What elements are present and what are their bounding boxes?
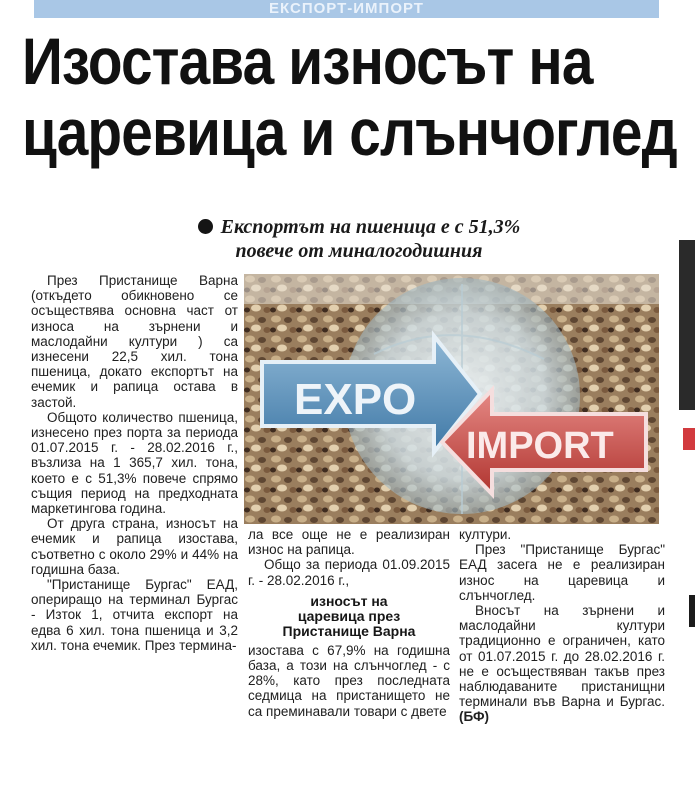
article-column-2 bbox=[248, 527, 450, 719]
paragraph: През Пристанище Варна (откъдето обикновено се осъществява основна част от износа на зърнени и маслодайни култури ) са изнесени 22,5 хил. тона пшеница, докато експортът на ечемик и рапица остава в застой. bbox=[31, 273, 238, 410]
grain-background-illustration bbox=[244, 274, 659, 524]
headline bbox=[22, 24, 677, 169]
subheadline-line-1 bbox=[104, 215, 614, 239]
headline-line-1: Изостава износът на bbox=[22, 24, 593, 98]
section-rubric: ЕКСПОРТ-ИМПОРТ bbox=[34, 0, 659, 18]
export-import-photo bbox=[244, 274, 659, 524]
paragraph: ла все още не е реализиран износ на рапица. bbox=[248, 527, 450, 558]
subtitle-line: износът на bbox=[310, 592, 388, 609]
paragraph: култури. bbox=[459, 527, 512, 542]
page-edge-decoration bbox=[689, 595, 695, 627]
subheadline-line-2: повече от миналогодишния bbox=[235, 240, 483, 262]
paragraph: Общо за периода 01.09.2015 г. - 28.02.2016 г., bbox=[248, 557, 450, 588]
paragraph: изостава с 67,9% на годишна база, а този на слънчоглед - с 28%, като през последната седмица на пристанището не са преминавали товари с двете bbox=[248, 642, 450, 719]
bullet-icon bbox=[198, 219, 213, 234]
article-column-3 bbox=[459, 527, 665, 725]
headline-line-2: царевица и слънчоглед bbox=[22, 95, 677, 169]
paragraph: През "Пристанище Бургас" ЕАД засега не е реализиран износ на царевица и слънчоглед. bbox=[459, 542, 665, 603]
author-signature: (БФ) bbox=[459, 709, 490, 725]
paragraph-text: Вносът на зърнени и маслодайни култури традиционно е ограничен, като от 01.07.2015 г. до 28.02.2016 г. не е осъществяван такъв през наблюдаваните пристанищни терминали във Варна и Бургас. bbox=[459, 603, 665, 710]
subheadline-text-1: Експортът на пшеница е с 51,3% bbox=[220, 216, 521, 238]
import-arrow-label: IMPORT bbox=[466, 425, 614, 467]
paragraph bbox=[459, 603, 665, 725]
page-edge-decoration bbox=[683, 428, 695, 450]
subtitle-line: царевица през bbox=[297, 607, 401, 624]
subheadline bbox=[104, 215, 614, 263]
paragraph: "Пристанище Бургас" ЕАД, опериращо на терминал Бургас - Изток 1, отчита експорт на едва 6 хил. тона пшеница и 3,2 хил. тона ечемик. През термина- bbox=[31, 577, 238, 653]
paragraph: От друга страна, износът на ечемик и рапица изостава, съответно с около 29% и 44% на годишна база. bbox=[31, 516, 238, 577]
page-edge-decoration bbox=[679, 240, 695, 410]
subtitle-line: Пристанище Варна bbox=[282, 622, 416, 639]
article-column-1 bbox=[31, 273, 238, 653]
export-arrow-label: EXPO bbox=[294, 375, 417, 424]
paragraph: Общото количество пшеница, изнесено през порта за периода 01.07.2015 г. - 28.02.2016 г., възлиза на 1 365,7 хил. тона, което е с 51,3% повече спрямо същия период на предходната маркетингова година. bbox=[31, 409, 238, 517]
article-subtitle bbox=[248, 594, 450, 639]
